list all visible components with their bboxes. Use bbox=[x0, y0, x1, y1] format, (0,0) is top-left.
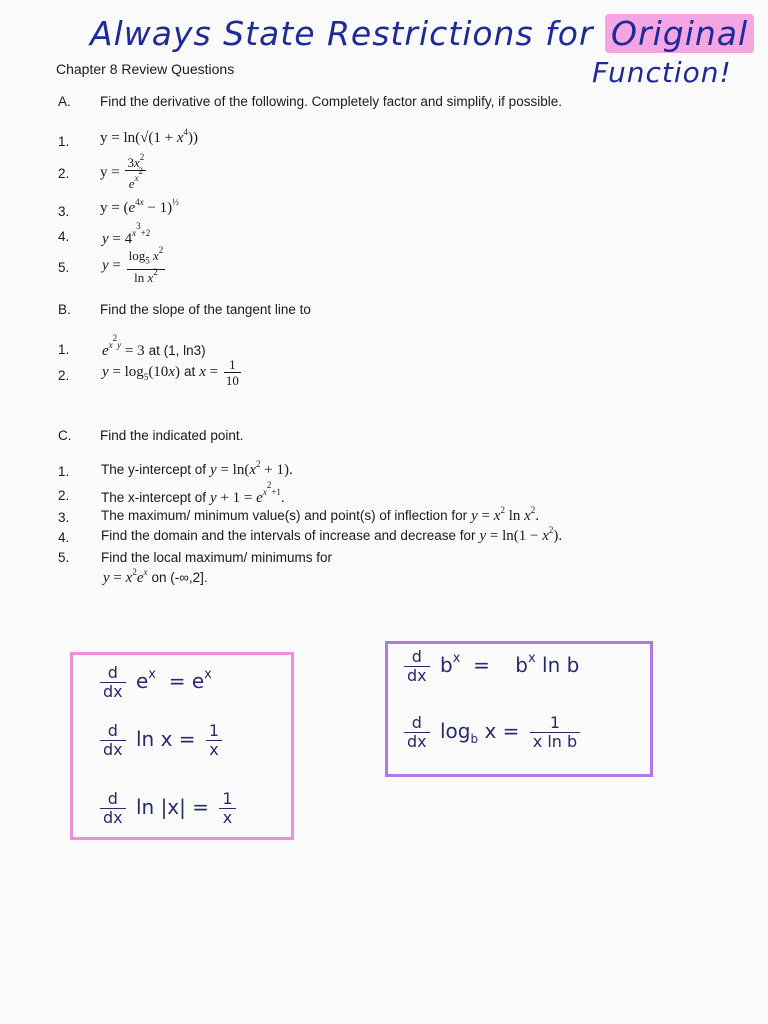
chapter-title: Chapter 8 Review Questions bbox=[56, 61, 235, 77]
c-q2-text: The x-intercept of bbox=[101, 490, 207, 505]
c-q3: The maximum/ minimum value(s) and point(s) of inflection for $y = x^2$ $\ln x^2$. bbox=[101, 505, 540, 524]
c-item-2-num: 2. bbox=[58, 488, 70, 503]
c-q5-line1: Find the local maximum/ minimums for bbox=[101, 550, 333, 565]
b-item-1-num: 1. bbox=[58, 342, 70, 357]
a-q1-expression: $y = \ln(√(1 + x^4))$ bbox=[100, 127, 198, 146]
b-q2: $y = \log_5(10x)$ at x = $\frac{1}{10}$ bbox=[102, 357, 239, 388]
handwritten-note-line1 bbox=[90, 14, 754, 53]
purple-formula-logb: $\frac{d}{dx}$ $\log_b x$ = $\frac{1}{\text{x ln b}}$ bbox=[400, 714, 584, 751]
a-q3-expression: $y = (e^{4x} - 1)^{\frac{1}{2}}$ bbox=[100, 197, 179, 216]
a-q5-expression: y = $\frac{\log_5 x^2}{\ln x^2}$ bbox=[102, 245, 164, 285]
c-q4: Find the domain and the intervals of increase and decrease for $y = \ln(1 - x^2)$. bbox=[101, 525, 563, 544]
b-item-2-num: 2. bbox=[58, 368, 70, 383]
section-c-letter: C. bbox=[58, 428, 72, 443]
section-c-title: Find the indicated point. bbox=[100, 428, 244, 443]
c-q4-text: Find the domain and the intervals of increase and decrease for bbox=[101, 528, 476, 543]
pink-formula-lnx: $\frac{d}{dx}$ ln x = $\frac{1}{x}$ bbox=[96, 722, 226, 759]
section-a-title: Find the derivative of the following. Completely factor and simplify, if possible. bbox=[100, 94, 562, 109]
a-item-4-num: 4. bbox=[58, 229, 70, 244]
c-q1-text: The y-intercept of bbox=[101, 462, 207, 477]
c-item-1-num: 1. bbox=[58, 464, 70, 479]
a-item-2-num: 2. bbox=[58, 166, 70, 181]
pink-formula-lnabsx: $\frac{d}{dx}$ ln |x| = $\frac{1}{x}$ bbox=[96, 790, 240, 827]
a-item-5-num: 5. bbox=[58, 260, 70, 275]
a-item-1-num: 1. bbox=[58, 134, 70, 149]
c-q3-text: The maximum/ minimum value(s) and point(s) of inflection for bbox=[101, 508, 468, 523]
c-q5-line2: $y = x^2e^x$ on (-∞,2]. bbox=[103, 567, 208, 586]
purple-formula-bx: $\frac{d}{dx}$ $b^x$ = $b^x$ ln b bbox=[400, 648, 579, 685]
b-q1-at: at (1, ln3) bbox=[148, 343, 206, 358]
c-q1: The y-intercept of $y = \ln(x^2 + 1)$. bbox=[101, 459, 293, 478]
c-item-4-num: 4. bbox=[58, 530, 70, 545]
c-item-5-num: 5. bbox=[58, 550, 70, 565]
section-a-letter: A. bbox=[58, 94, 71, 109]
section-b-letter: B. bbox=[58, 302, 71, 317]
note-highlight: Original bbox=[605, 14, 754, 53]
section-b-title: Find the slope of the tangent line to bbox=[100, 302, 311, 317]
c-q5-interval: on (-∞,2]. bbox=[151, 570, 208, 585]
a-item-3-num: 3. bbox=[58, 204, 70, 219]
c-q2: The x-intercept of $y + 1 = e^{x^2+1}$. bbox=[101, 480, 285, 506]
a-q2-expression: y = $\frac{3x^2}{e^{x^2}}$ bbox=[100, 152, 145, 191]
note-part1: Always State Restrictions for bbox=[90, 14, 594, 53]
b-q1: $e^{x^2y} = 3$ at (1, ln3) bbox=[102, 333, 206, 359]
pink-formula-exp: $\frac{d}{dx}$ $e^x = e^x$ bbox=[96, 664, 212, 701]
handwritten-note-line2: Function! bbox=[592, 56, 732, 89]
c-item-3-num: 3. bbox=[58, 510, 70, 525]
a-q4-expression: $y = 4^{x^3+2}$ bbox=[102, 221, 151, 247]
b-q2-at: at bbox=[183, 363, 196, 379]
